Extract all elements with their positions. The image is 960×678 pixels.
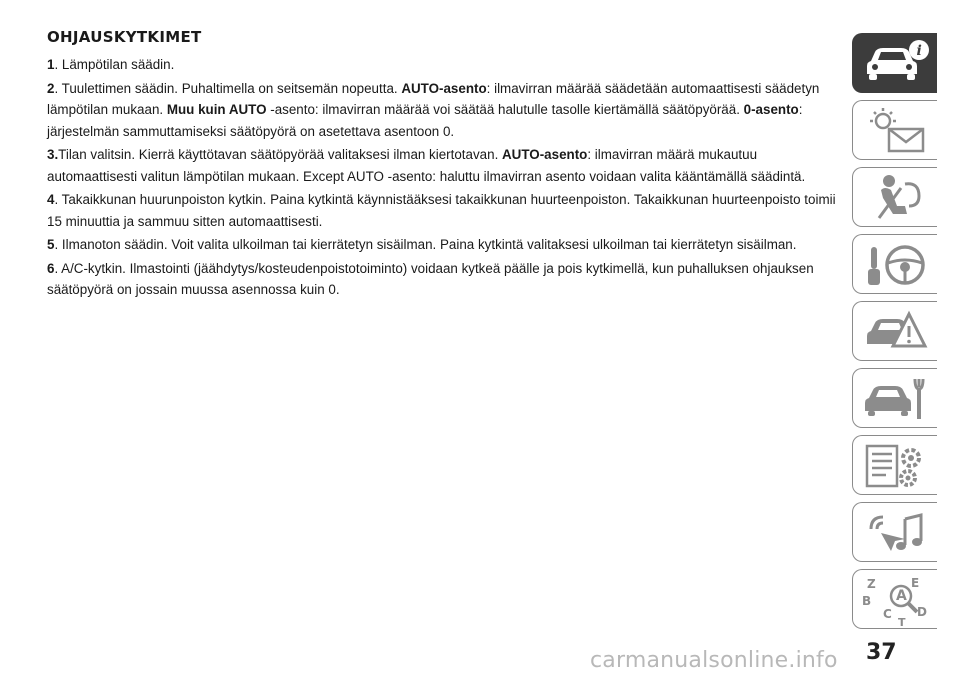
- index-letter: B: [862, 594, 872, 608]
- item-text: Tilan valitsin. Kierrä käyttötavan säätöpyörää valitaksesi ilman kiertotavan.: [58, 147, 503, 162]
- item-paragraph: [47, 258, 837, 301]
- item-keyword: Muu kuin AUTO: [166, 102, 267, 117]
- item-text: : järjestelmän sammuttamiseksi säätöpyörä on asetettava asentoon 0.: [47, 102, 803, 139]
- section-heading: OHJAUSKYTKIMET: [47, 28, 202, 46]
- item-text: : ilmavirran määrä mukautuu automaattisesti valitun lämpötilan mukaan. Except AUTO -asento: haluttu ilmavirran asento voidaan valita kääntämällä säädintä.: [47, 147, 806, 184]
- page-number: 37: [866, 640, 897, 665]
- svg-text:i: i: [916, 43, 922, 59]
- index-letter: A: [896, 588, 907, 604]
- item-number: 4: [47, 192, 55, 207]
- main-content: [47, 27, 837, 303]
- technical-data-icon: [861, 440, 931, 492]
- item-text: -asento: ilmavirran määrää voi säätää halutulle tasolle kiertämällä säätöpyörää.: [266, 102, 744, 117]
- item-keyword: AUTO-asento: [502, 147, 588, 162]
- car-emergency-icon: [861, 306, 931, 358]
- item-number: 2: [47, 80, 55, 96]
- tab-seat-safety[interactable]: [852, 167, 937, 227]
- tab-car-maintenance[interactable]: [852, 368, 937, 428]
- index-letter: E: [911, 576, 920, 590]
- car-info-icon: [861, 38, 931, 90]
- index-letter: C: [883, 607, 892, 621]
- item-paragraph: [47, 54, 837, 76]
- key-steering-wheel-icon: [861, 239, 931, 291]
- item-number: 6: [47, 260, 55, 276]
- item-paragraph: [47, 189, 837, 232]
- item-text: . Lämpötilan säädin.: [54, 57, 175, 72]
- index-letter: T: [898, 616, 906, 626]
- multimedia-icon: [861, 507, 931, 559]
- tab-index[interactable]: [852, 569, 937, 629]
- item-number: 5: [47, 237, 55, 252]
- item-text: . Takaikkunan huurunpoiston kytkin. Paina kytkintä käynnistääksesi takaikkunan huurteenpoiston. Takaikkunan huurteenpoisto toimii 15 minuuttia ja sammuu sitten automaattisesti.: [47, 192, 836, 229]
- item-number: 3.: [47, 147, 59, 162]
- car-maintenance-icon: [861, 373, 931, 425]
- index-letter: Z: [867, 577, 876, 591]
- item-text: . A/C-kytkin. Ilmastointi (jäähdytys/kosteudenpoistotoiminto) voidaan kytkeä päälle ja pois kytkimellä, kun puhalluksen ohjauksen säätöpyörä on jossain muussa asennossa kuin 0.: [47, 260, 814, 297]
- item-text: . Ilmanoton säädin. Voit valita ulkoilman tai kierrätetyn sisäilman. Paina kytkintä valitaksesi ulkoilman tai kierrätetyn sisäilman.: [54, 237, 797, 252]
- item-list: [47, 54, 837, 301]
- item-text: . Tuulettimen säädin. Puhaltimella on seitsemän nopeutta.: [54, 80, 402, 96]
- tab-multimedia[interactable]: [852, 502, 937, 562]
- seat-safety-icon: [861, 172, 931, 224]
- watermark: carmanualsonline.info: [590, 648, 838, 673]
- item-text: : ilmavirran määrää säädetään automaattisesti säädetyn lämpötilan mukaan.: [47, 80, 820, 117]
- item-keyword: AUTO-asento: [401, 80, 487, 96]
- item-keyword: 0-asento: [743, 102, 799, 117]
- tab-car-emergency[interactable]: [852, 301, 937, 361]
- item-paragraph: [47, 78, 837, 143]
- item-paragraph: [47, 234, 837, 256]
- index-letter: D: [917, 605, 927, 619]
- tab-key-steering[interactable]: [852, 234, 937, 294]
- tab-technical-data[interactable]: [852, 435, 937, 495]
- item-number: 1: [47, 57, 55, 72]
- tab-warning-lights[interactable]: [852, 100, 937, 160]
- warning-lights-icon: [861, 105, 931, 157]
- index-icon: [861, 574, 931, 626]
- item-paragraph: [47, 144, 837, 187]
- tab-car-info[interactable]: [852, 33, 937, 93]
